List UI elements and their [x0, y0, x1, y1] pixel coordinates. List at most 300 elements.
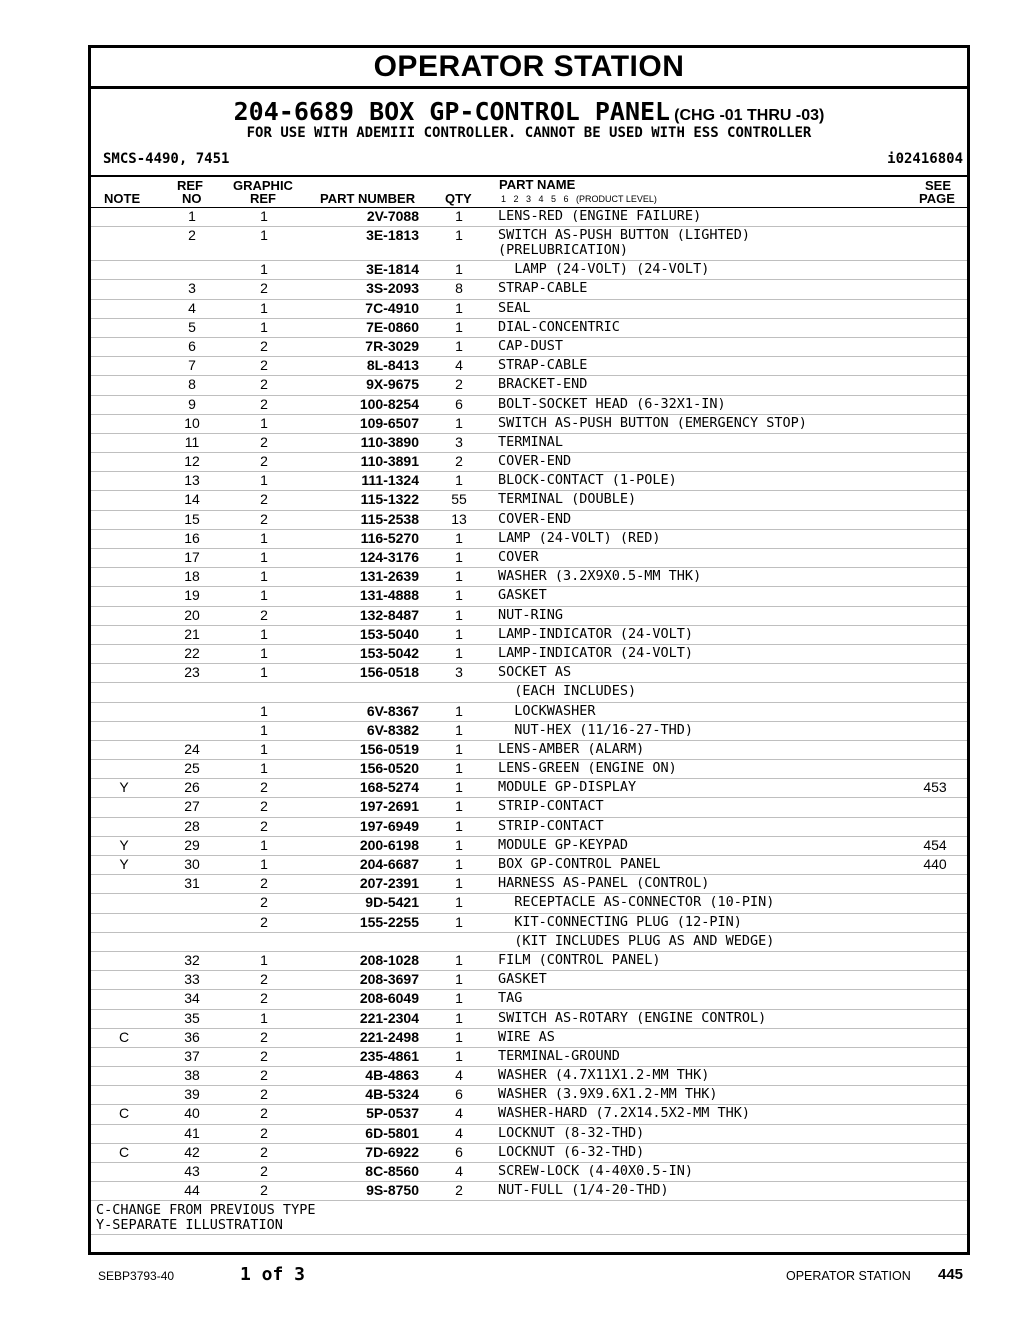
qty-cell: 4 [455, 1163, 463, 1179]
ref-no-cell: 26 [184, 779, 200, 796]
graphic-ref-cell: 2 [260, 817, 268, 834]
graphic-ref-cell: 1 [260, 261, 268, 278]
ref-no-cell: 42 [184, 1143, 200, 1160]
table-row [91, 453, 967, 472]
ref-no-cell: 41 [184, 1124, 200, 1141]
part-number-cell: 7R-3029 [365, 337, 419, 354]
part-name-cell: BLOCK-CONTACT (1-POLE) [498, 472, 677, 489]
graphic-ref-cell: 1 [260, 318, 268, 335]
qty-cell: 6 [455, 1086, 463, 1103]
col-product-level: 1 2 3 4 5 6 (PRODUCT LEVEL) [501, 194, 657, 204]
part-number-cell: 208-6049 [359, 990, 419, 1007]
group-usage-note: FOR USE WITH ADEMIII CONTROLLER. CANNOT BE USED WITH ESS CONTROLLER [246, 125, 812, 141]
graphic-ref-cell: 2 [260, 280, 268, 297]
part-name-cell: TERMINAL (DOUBLE) [498, 491, 637, 508]
part-number-cell: 7D-6922 [365, 1143, 419, 1160]
part-name-cell: WASHER (4.7X11X1.2-MM THK) [498, 1067, 710, 1084]
graphic-ref-cell: 2 [260, 1124, 268, 1141]
table-row [91, 376, 967, 395]
ref-no-cell: 21 [184, 625, 200, 642]
table-row [91, 971, 967, 990]
part-number-cell: 156-0519 [359, 740, 419, 757]
table-row [91, 933, 967, 952]
ref-no-cell: 17 [184, 549, 200, 565]
ref-no-cell: 25 [184, 760, 200, 777]
graphic-ref-cell: 1 [260, 208, 268, 224]
graphic-ref-cell: 2 [260, 395, 268, 412]
col-part-name: PART NAME [499, 177, 576, 192]
part-number-cell: 110-3891 [360, 453, 419, 470]
part-name-cell: BOX GP-CONTROL PANEL [498, 856, 661, 872]
qty-cell: 1 [455, 721, 463, 738]
table-row [91, 1105, 967, 1124]
part-number-cell: 110-3890 [360, 433, 419, 450]
part-name-cell: WASHER (3.9X9.6X1.2-MM THK) [498, 1086, 718, 1103]
table-row [91, 1029, 967, 1048]
table-row [91, 875, 967, 894]
qty-cell: 1 [455, 740, 463, 757]
qty-cell: 1 [455, 856, 463, 872]
qty-cell: 1 [455, 472, 463, 489]
table-row [91, 1125, 967, 1144]
part-name-cell: STRAP-CABLE [498, 280, 588, 297]
legend-separate-illustration: Y-SEPARATE ILLUSTRATION [96, 1217, 283, 1234]
part-name-cell: SOCKET AS [498, 664, 572, 681]
part-number-cell: 115-1322 [360, 491, 419, 508]
ref-no-cell: 19 [184, 587, 200, 604]
part-number-cell: 5P-0537 [366, 1105, 419, 1122]
group-title-line [91, 97, 967, 126]
qty-cell: 1 [455, 760, 463, 777]
ref-no-cell: 20 [184, 606, 200, 623]
part-name-cell: HARNESS AS-PANEL (CONTROL) [498, 875, 710, 892]
see-page-cell: 454 [923, 836, 947, 853]
graphic-ref-cell: 2 [260, 510, 268, 527]
table-row [91, 760, 967, 779]
column-header [91, 177, 967, 208]
table-row [91, 779, 967, 798]
qty-cell: 1 [455, 568, 463, 585]
qty-cell: 1 [455, 529, 463, 546]
part-number-cell: 153-5040 [359, 625, 419, 642]
table-row [91, 472, 967, 491]
table-row [91, 952, 967, 971]
table-row [91, 511, 967, 530]
part-name-cell: SWITCH AS-PUSH BUTTON (EMERGENCY STOP) [498, 414, 807, 431]
col-part-number: PART NUMBER [320, 191, 416, 206]
table-row [91, 1163, 967, 1182]
qty-cell: 1 [455, 702, 463, 719]
graphic-ref-cell: 2 [260, 894, 268, 911]
part-name-cell: LOCKNUT (8-32-THD) [498, 1124, 645, 1141]
graphic-ref-cell: 1 [260, 760, 268, 777]
table-row [91, 1067, 967, 1086]
section-title: OPERATOR STATION [91, 48, 967, 89]
graphic-ref-cell: 2 [260, 1067, 268, 1084]
footer-section: OPERATOR STATION [786, 1269, 911, 1283]
see-page-cell: 440 [923, 856, 947, 872]
qty-cell: 1 [455, 644, 463, 661]
part-number-cell: 204-6687 [359, 856, 419, 872]
part-number-cell: 200-6198 [359, 836, 419, 853]
table-row [91, 338, 967, 357]
qty-cell: 4 [455, 1124, 463, 1141]
part-name-cell: LENS-RED (ENGINE FAILURE) [498, 208, 702, 224]
ref-no-cell: 43 [184, 1163, 200, 1179]
part-name-cell: LAMP (24-VOLT) (24-VOLT) [498, 261, 710, 278]
part-name-cell: GASKET [498, 587, 547, 604]
part-number-cell: 208-3697 [359, 971, 419, 988]
part-name-cell: SEAL [498, 299, 531, 316]
table-row [91, 549, 967, 568]
notes-legend [91, 1201, 967, 1235]
part-number-cell: 156-0518 [359, 664, 419, 681]
qty-cell: 1 [455, 971, 463, 988]
graphic-ref-cell: 2 [260, 453, 268, 470]
table-row [91, 990, 967, 1009]
qty-cell: 1 [455, 227, 463, 244]
col-see-top: SEE [925, 178, 952, 193]
col-graphic-bottom: REF [250, 191, 276, 206]
part-name-cell: LOCKNUT (6-32-THD) [498, 1143, 645, 1160]
graphic-ref-cell: 2 [260, 1028, 268, 1045]
qty-cell: 13 [451, 510, 467, 527]
table-row [91, 280, 967, 299]
part-name-cell: (KIT INCLUDES PLUG AS AND WEDGE) [498, 932, 775, 949]
graphic-ref-cell: 1 [260, 299, 268, 316]
ref-no-cell: 44 [184, 1182, 200, 1199]
part-name-cell: LAMP-INDICATOR (24-VOLT) [498, 625, 694, 642]
graphic-ref-cell: 2 [260, 1047, 268, 1064]
table-row [91, 319, 967, 338]
part-number-cell: 4B-5324 [365, 1086, 419, 1103]
ref-no-cell: 4 [188, 299, 196, 316]
part-name-cell: LAMP-INDICATOR (24-VOLT) [498, 644, 694, 661]
ref-no-cell: 32 [184, 951, 200, 968]
graphic-ref-cell: 2 [260, 357, 268, 374]
part-name-cell: WASHER (3.2X9X0.5-MM THK) [498, 568, 702, 585]
table-row [91, 587, 967, 606]
part-name-cell: WASHER-HARD (7.2X14.5X2-MM THK) [498, 1105, 750, 1122]
graphic-ref-cell: 2 [260, 433, 268, 450]
ref-no-cell: 30 [184, 856, 200, 872]
table-row [91, 645, 967, 664]
qty-cell: 1 [455, 875, 463, 892]
table-row [91, 208, 967, 227]
ref-no-cell: 24 [184, 740, 200, 757]
graphic-ref-cell: 1 [260, 568, 268, 585]
ref-no-cell: 36 [184, 1028, 200, 1045]
graphic-ref-cell: 1 [260, 587, 268, 604]
ref-no-cell: 5 [188, 318, 196, 335]
ref-no-cell: 18 [184, 568, 200, 585]
graphic-ref-cell: 2 [260, 990, 268, 1007]
part-name-cell: FILM (CONTROL PANEL) [498, 951, 661, 968]
graphic-ref-cell: 1 [260, 644, 268, 661]
table-row [91, 434, 967, 453]
part-name-cell: NUT-RING [498, 606, 564, 623]
qty-cell: 1 [455, 894, 463, 911]
qty-cell: 1 [455, 318, 463, 335]
qty-cell: 2 [455, 1182, 463, 1199]
part-name-cell: LENS-GREEN (ENGINE ON) [498, 760, 677, 777]
table-row [91, 1144, 967, 1163]
part-name-cell: TERMINAL-GROUND [498, 1047, 620, 1064]
qty-cell: 1 [455, 990, 463, 1007]
ref-no-cell: 31 [184, 875, 200, 892]
graphic-ref-cell: 1 [260, 625, 268, 642]
table-row [91, 1086, 967, 1105]
ref-no-cell: 40 [184, 1105, 200, 1122]
part-number-cell: 207-2391 [359, 875, 419, 892]
table-row [91, 664, 967, 683]
part-name-cell: NUT-FULL (1/4-20-THD) [498, 1182, 669, 1199]
part-name-cell: LAMP (24-VOLT) (RED) [498, 529, 661, 546]
graphic-ref-cell: 2 [260, 606, 268, 623]
qty-cell: 1 [455, 337, 463, 354]
part-number-cell: 124-3176 [359, 549, 419, 565]
note-cell: C [118, 1028, 130, 1045]
part-number-cell: 100-8254 [359, 395, 419, 412]
table-row [91, 722, 967, 741]
table-row [91, 227, 967, 261]
qty-cell: 6 [455, 1143, 463, 1160]
group-change-range: (CHG -01 THRU -03) [674, 107, 825, 124]
note-cell: Y [119, 856, 129, 872]
part-number-cell: 131-4888 [359, 587, 419, 604]
ref-no-cell: 15 [184, 510, 200, 527]
table-row [91, 818, 967, 837]
ref-no-cell: 7 [188, 357, 196, 374]
qty-cell: 1 [455, 798, 463, 815]
table-row [91, 396, 967, 415]
part-number-cell: 153-5042 [359, 644, 419, 661]
qty-cell: 1 [455, 587, 463, 604]
table-row [91, 837, 967, 856]
part-number-cell: 132-8487 [359, 606, 419, 623]
part-name-cell: TAG [498, 990, 523, 1007]
ref-no-cell: 34 [184, 990, 200, 1007]
graphic-ref-cell: 1 [260, 740, 268, 757]
part-name-cell: LOCKWASHER [498, 702, 596, 719]
part-name-cell: BRACKET-END [498, 376, 588, 393]
part-name-cell: SCREW-LOCK (4-40X0.5-IN) [498, 1163, 694, 1179]
qty-cell: 1 [455, 299, 463, 316]
part-number-cell: 6D-5801 [365, 1124, 419, 1141]
part-name-cell: WIRE AS [498, 1028, 555, 1045]
part-name-cell: STRIP-CONTACT [498, 798, 604, 815]
smcs-code: SMCS-4490, 7451 [103, 151, 230, 167]
part-name-cell: SWITCH AS-PUSH BUTTON (LIGHTED) (PRELUBRICATION) [498, 227, 750, 259]
graphic-ref-cell: 1 [260, 702, 268, 719]
qty-cell: 1 [455, 1009, 463, 1026]
part-number-cell: 221-2304 [359, 1009, 419, 1026]
qty-cell: 1 [455, 1028, 463, 1045]
graphic-ref-cell: 1 [260, 549, 268, 565]
ref-no-cell: 16 [184, 529, 200, 546]
table-row [91, 914, 967, 933]
ref-no-cell: 9 [188, 395, 196, 412]
ref-no-cell: 14 [184, 491, 200, 508]
part-number-cell: 111-1324 [361, 472, 419, 489]
table-row [91, 530, 967, 549]
ref-no-cell: 2 [188, 227, 196, 244]
ref-no-cell: 12 [184, 453, 200, 470]
table-row [91, 1182, 967, 1201]
note-cell: Y [119, 779, 129, 796]
part-number-cell: 3S-2093 [366, 280, 419, 297]
table-row [91, 357, 967, 376]
ref-no-cell: 1 [188, 208, 196, 224]
col-ref-bottom: NO [182, 191, 202, 206]
parts-list-frame [88, 45, 970, 1255]
part-name-cell: KIT-CONNECTING PLUG (12-PIN) [498, 913, 742, 930]
graphic-ref-cell: 2 [260, 913, 268, 930]
part-number-cell: 2V-7088 [366, 208, 419, 224]
table-row [91, 798, 967, 817]
note-cell: C [118, 1143, 130, 1160]
qty-cell: 55 [451, 491, 467, 508]
part-name-cell: STRIP-CONTACT [498, 817, 604, 834]
graphic-ref-cell: 1 [260, 721, 268, 738]
qty-cell: 3 [455, 664, 463, 681]
graphic-ref-cell: 1 [260, 414, 268, 431]
table-row [91, 1048, 967, 1067]
table-row [91, 626, 967, 645]
part-number-cell: 109-6507 [359, 414, 419, 431]
ref-no-cell: 13 [184, 472, 200, 489]
graphic-ref-cell: 2 [260, 491, 268, 508]
part-number-cell: 115-2538 [360, 510, 419, 527]
part-number-cell: 221-2498 [359, 1028, 419, 1045]
ref-no-cell: 22 [184, 644, 200, 661]
part-number-cell: 8C-8560 [365, 1163, 419, 1179]
table-row [91, 415, 967, 434]
ref-no-cell: 38 [184, 1067, 200, 1084]
part-number-cell: 155-2255 [359, 913, 419, 930]
part-number-cell: 7C-4910 [365, 299, 419, 316]
table-row [91, 261, 967, 280]
ref-no-cell: 3 [188, 280, 196, 297]
part-name-cell: (EACH INCLUDES) [498, 683, 637, 700]
graphic-ref-cell: 2 [260, 1163, 268, 1179]
part-number-cell: 6V-8382 [366, 721, 419, 738]
graphic-ref-cell: 2 [260, 1143, 268, 1160]
graphic-ref-cell: 1 [260, 951, 268, 968]
part-number-cell: 197-2691 [359, 798, 419, 815]
graphic-ref-cell: 2 [260, 1086, 268, 1103]
graphic-ref-cell: 2 [260, 1105, 268, 1122]
col-qty: QTY [445, 191, 472, 206]
col-note: NOTE [104, 191, 141, 206]
col-graphic-top: GRAPHIC [233, 178, 293, 193]
graphic-ref-cell: 1 [260, 227, 268, 244]
qty-cell: 1 [455, 208, 463, 224]
part-name-cell: COVER [498, 549, 539, 565]
qty-cell: 3 [455, 433, 463, 450]
part-name-cell: STRAP-CABLE [498, 357, 588, 374]
table-row [91, 703, 967, 722]
part-name-cell: SWITCH AS-ROTARY (ENGINE CONTROL) [498, 1009, 767, 1026]
qty-cell: 1 [455, 261, 463, 278]
part-name-cell: MODULE GP-DISPLAY [498, 779, 637, 796]
table-row [91, 607, 967, 626]
qty-cell: 1 [455, 951, 463, 968]
group-page-count: 1 of 3 [240, 1264, 306, 1285]
qty-cell: 1 [455, 836, 463, 853]
part-name-cell: GASKET [498, 971, 547, 988]
illustration-id: i02416804 [887, 151, 963, 167]
qty-cell: 1 [455, 779, 463, 796]
ref-no-cell: 39 [184, 1086, 200, 1103]
table-row [91, 491, 967, 510]
qty-cell: 8 [455, 280, 463, 297]
part-name-cell: CAP-DUST [498, 337, 564, 354]
graphic-ref-cell: 2 [260, 376, 268, 393]
ref-no-cell: 27 [184, 798, 200, 815]
ref-no-cell: 23 [184, 664, 200, 681]
table-row [91, 894, 967, 913]
qty-cell: 1 [455, 817, 463, 834]
qty-cell: 1 [455, 913, 463, 930]
part-number-cell: 235-4861 [359, 1047, 419, 1064]
part-number-cell: 116-5270 [360, 529, 419, 546]
graphic-ref-cell: 2 [260, 779, 268, 796]
qty-cell: 1 [455, 414, 463, 431]
part-number-cell: 8L-8413 [366, 357, 419, 374]
table-row [91, 856, 967, 875]
group-title: 204-6689 BOX GP-CONTROL PANEL [233, 97, 671, 126]
col-see-bottom: PAGE [919, 191, 955, 206]
part-number-cell: 156-0520 [359, 760, 419, 777]
graphic-ref-cell: 1 [260, 472, 268, 489]
graphic-ref-cell: 2 [260, 971, 268, 988]
ref-no-cell: 6 [188, 337, 196, 354]
ref-no-cell: 28 [184, 817, 200, 834]
legend-change: C-CHANGE FROM PREVIOUS TYPE [96, 1202, 316, 1219]
graphic-ref-cell: 2 [260, 875, 268, 892]
part-number-cell: 6V-8367 [366, 702, 419, 719]
ref-no-cell: 8 [188, 376, 196, 393]
graphic-ref-cell: 1 [260, 664, 268, 681]
qty-cell: 1 [455, 625, 463, 642]
note-cell: C [118, 1105, 130, 1122]
part-number-cell: 3E-1813 [366, 227, 419, 244]
part-number-cell: 4B-4863 [365, 1067, 419, 1084]
ref-no-cell: 37 [184, 1047, 200, 1064]
see-page-cell: 453 [923, 779, 947, 796]
part-number-cell: 168-5274 [359, 779, 419, 796]
ref-no-cell: 10 [184, 414, 200, 431]
qty-cell: 6 [455, 395, 463, 412]
qty-cell: 2 [455, 376, 463, 393]
ref-no-cell: 11 [184, 433, 200, 450]
graphic-ref-cell: 1 [260, 529, 268, 546]
part-number-cell: 197-6949 [359, 817, 419, 834]
table-row [91, 683, 967, 702]
graphic-ref-cell: 2 [260, 1182, 268, 1199]
part-name-cell: TERMINAL [498, 433, 564, 450]
qty-cell: 1 [455, 549, 463, 565]
ref-no-cell: 33 [184, 971, 200, 988]
part-name-cell: LENS-AMBER (ALARM) [498, 740, 645, 757]
part-name-cell: COVER-END [498, 453, 572, 470]
document-number: SEBP3793-40 [98, 1269, 175, 1283]
table-row [91, 741, 967, 760]
parts-table-body [91, 208, 967, 1201]
ref-no-cell: 35 [184, 1009, 200, 1026]
qty-cell: 4 [455, 1067, 463, 1084]
